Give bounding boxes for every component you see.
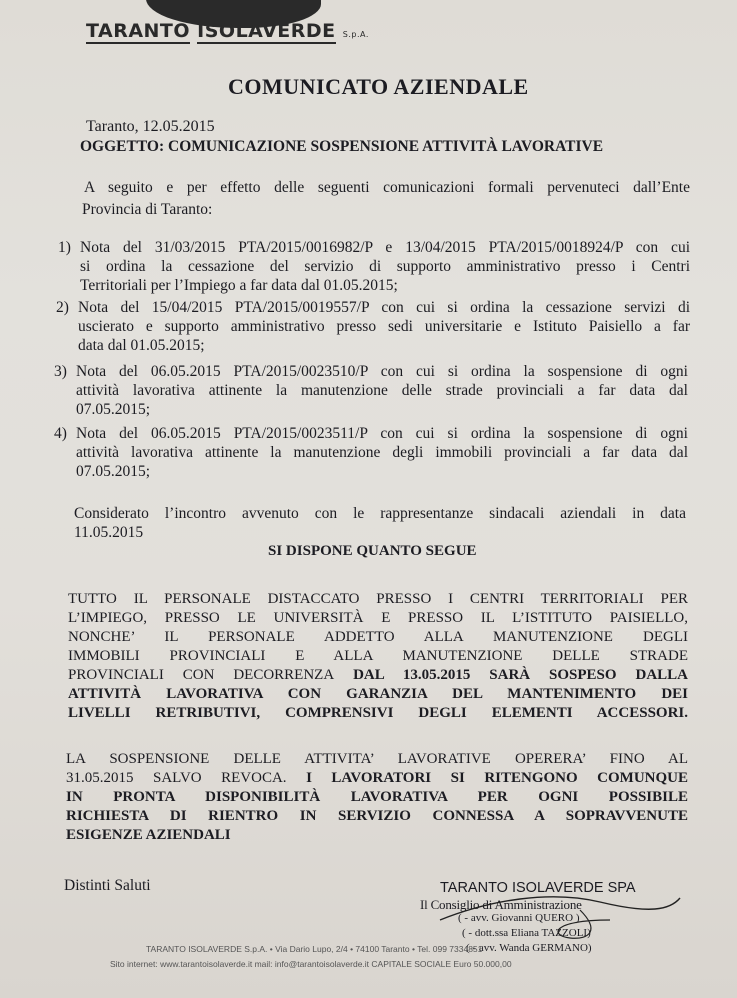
footer-address: TARANTO ISOLAVERDE S.p.A. • Via Dario Lupo, 2/4 • 74100 Taranto • Tel. 099 7334851: [146, 944, 483, 954]
document-title: COMUNICATO AZIENDALE: [228, 74, 529, 99]
logo-wordmark: TARANTO ISOLAVERDE S.p.A.: [86, 20, 369, 42]
list-item-line: 07.05.2015;: [76, 401, 151, 418]
considerato-line: Considerato l’incontro avvenuto con le rappresentanze sindacali aziendali in data: [74, 505, 686, 522]
signatory-name: ( - avv. Wanda GERMANO): [466, 942, 592, 954]
provision-line: LIVELLI RETRIBUTIVI, COMPRENSIVI DEGLI ELEMENTI ACCESSORI.: [68, 705, 688, 721]
list-item-line: Nota del 06.05.2015 PTA/2015/0023510/P con cui si ordina la sospensione di ogni: [76, 363, 688, 380]
provision-line: NONCHE’ IL PERSONALE ADDETTO ALLA MANUTENZIONE DEGLI: [68, 629, 688, 645]
handwritten-signature: [430, 880, 690, 950]
list-item-line: Nota del 15/04/2015 PTA/2015/0019557/P con cui si ordina la cessazione servizi di: [78, 299, 690, 316]
provision-paragraph: [68, 590, 688, 723]
list-item-line: attività lavorativa attinente la manutenzione degli immobili provinciali a far data dal: [76, 444, 688, 461]
list-item-number: 3): [54, 363, 67, 380]
suspension-line: 31.05.2015 SALVO REVOCA. I LAVORATORI SI RITENGONO COMUNQUE: [66, 770, 689, 786]
date-line: Taranto, 12.05.2015: [86, 118, 215, 135]
list-item-line: Territoriali per l’Impiego a far data dal 01.05.2015;: [80, 277, 398, 294]
list-item-line: data dal 01.05.2015;: [78, 337, 205, 354]
provision-line: ATTIVITÀ LAVORATIVA CON GARANZIA DEL MANTENIMENTO DEI: [68, 686, 688, 702]
suspension-line: RICHIESTA DI RIENTRO IN SERVIZIO CONNESSA A SOPRAVVENUTE: [66, 808, 688, 824]
suspension-line: ESIGENZE AZIENDALI: [66, 827, 231, 843]
intro-line-2: Provincia di Taranto:: [82, 201, 213, 218]
footer-contacts: Sito internet: www.tarantoisolaverde.it mail: info@tarantoisolaverde.it CAPITALE SOCIALE Euro 50.000,00: [110, 959, 512, 969]
list-item-line: 07.05.2015;: [76, 463, 151, 480]
list-item-number: 2): [56, 299, 69, 316]
list-item-line: uscierato e supporto amministrativo presso sedi universitarie e Istituto Paisiello a far: [78, 318, 690, 335]
list-item-number: 4): [54, 425, 67, 442]
suspension-paragraph: [66, 750, 688, 845]
list-item-line: Nota del 31/03/2015 PTA/2015/0016982/P e 13/04/2015 PTA/2015/0018924/P con cui: [80, 239, 690, 256]
list-item-line: attività lavorativa attinente la manutenzione delle strade provinciali a far data dal: [76, 382, 688, 399]
dispone-heading: SI DISPONE QUANTO SEGUE: [268, 543, 477, 559]
closing-greeting: Distinti Saluti: [64, 877, 151, 894]
considerato-line: 11.05.2015: [74, 524, 144, 541]
provision-line: PROVINCIALI CON DECORRENZA DAL 13.05.2015 SARÀ SOSPESO DALLA: [68, 667, 688, 683]
subject-line: OGGETTO: COMUNICAZIONE SOSPENSIONE ATTIVITÀ LAVORATIVE: [80, 138, 604, 155]
signatory-name: ( - dott.ssa Eliana TAZZOLI): [462, 927, 591, 939]
provision-line: L’IMPIEGO, PRESSO LE UNIVERSITÀ E PRESSO IL L’ISTITUTO PAISIELLO,: [68, 610, 688, 626]
provision-line: IMMOBILI PROVINCIALI E ALLA MANUTENZIONE DELLE STRADE: [68, 648, 688, 664]
signatory-name: ( - avv. Giovanni QUERO ): [458, 912, 580, 924]
suspension-line: LA SOSPENSIONE DELLE ATTIVITA’ LAVORATIVE OPERERA’ FINO AL: [66, 751, 688, 767]
intro-line-1: A seguito e per effetto delle seguenti comunicazioni formali pervenuteci dall’Ente: [84, 179, 690, 196]
suspension-line: IN PRONTA DISPONIBILITÀ LAVORATIVA PER OGNI POSSIBILE: [66, 789, 688, 805]
provision-line: TUTTO IL PERSONALE DISTACCATO PRESSO I CENTRI TERRITORIALI PER: [68, 591, 688, 607]
considerato-paragraph: [74, 504, 686, 542]
list-item-line: Nota del 06.05.2015 PTA/2015/0023511/P con cui si ordina la sospensione di ogni: [76, 425, 688, 442]
company-logo: [86, 0, 369, 70]
signature-company: TARANTO ISOLAVERDE SPA: [440, 880, 636, 896]
list-item-number: 1): [58, 239, 71, 256]
list-item-line: si ordina la cessazione del servizio di supporto amministrativo presso i Centri: [80, 258, 690, 275]
signature-role: Il Consiglio di Amministrazione: [420, 897, 582, 912]
